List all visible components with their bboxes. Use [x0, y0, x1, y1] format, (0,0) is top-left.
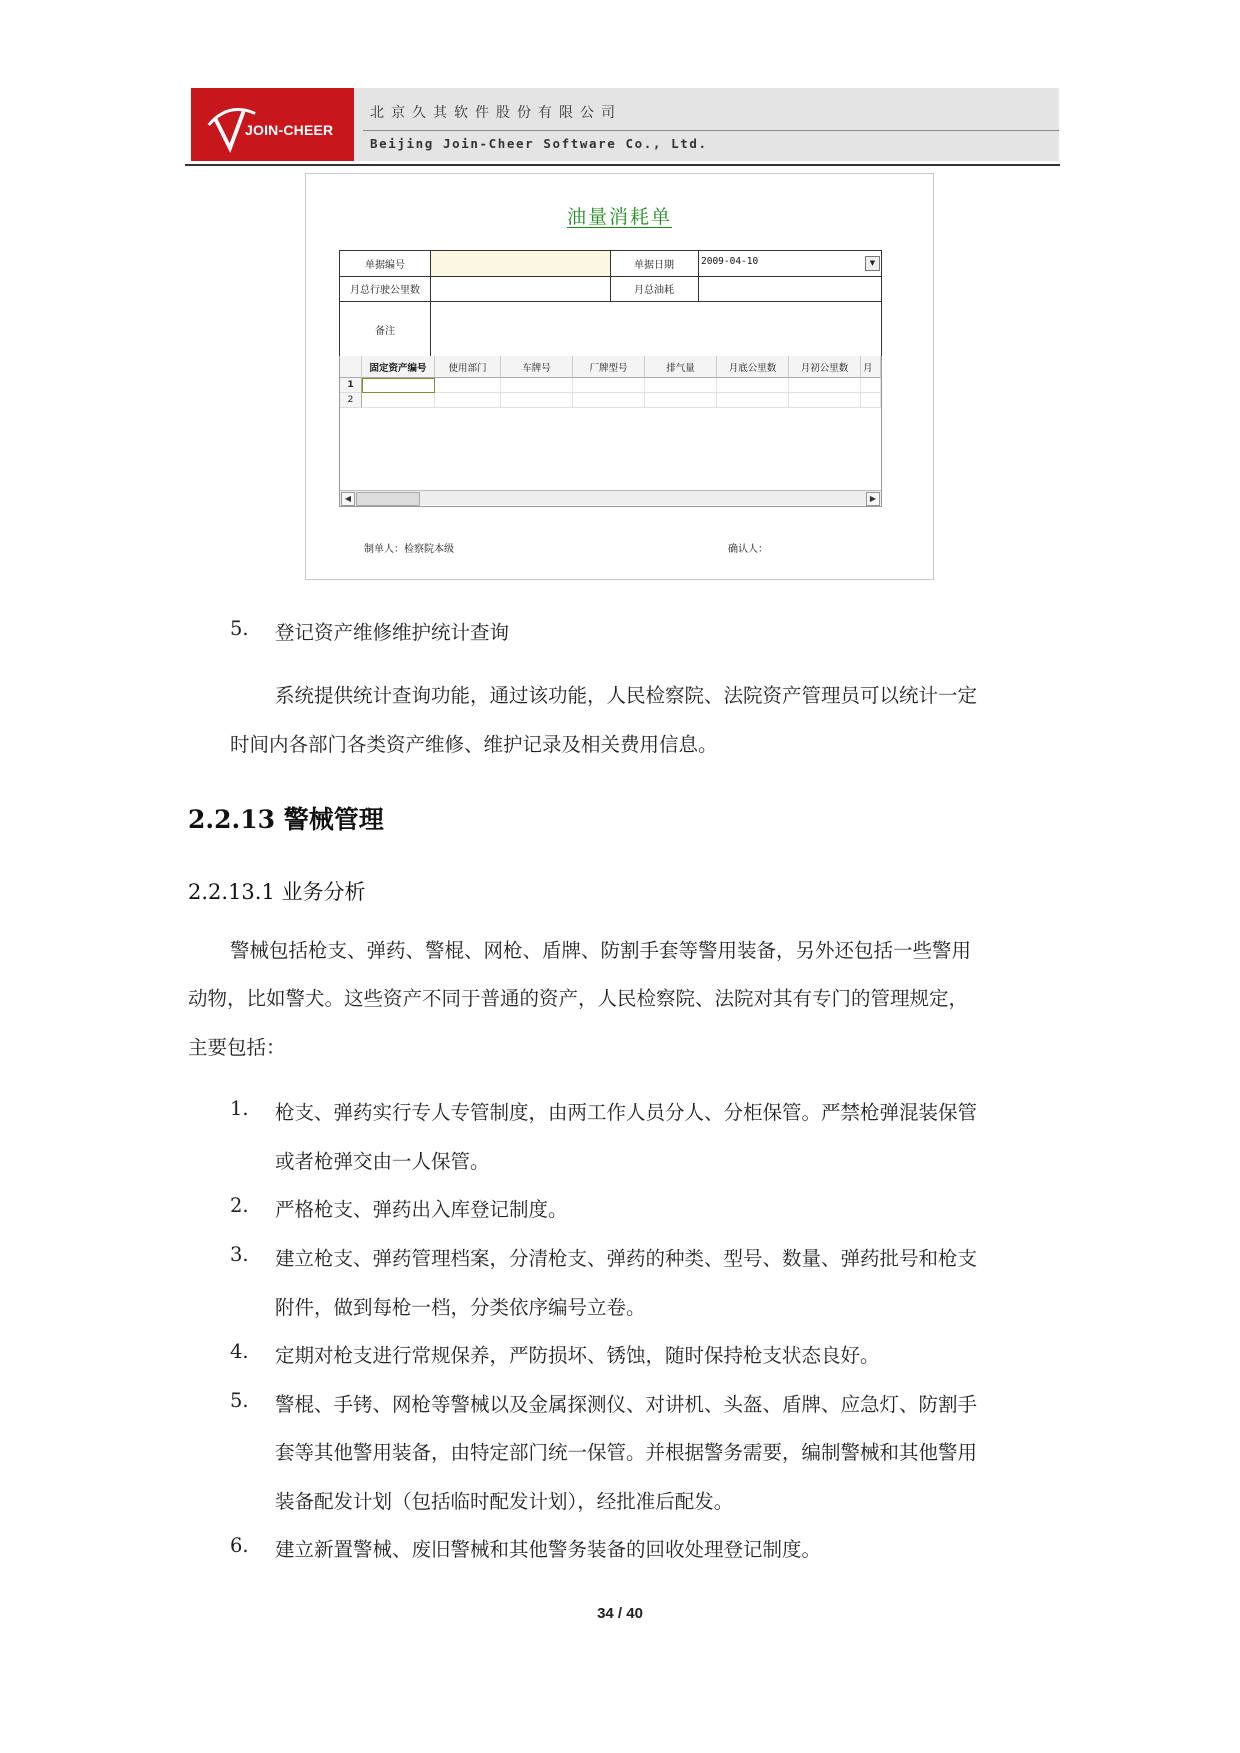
doc-date-input[interactable]: 2009-04-10	[701, 256, 759, 267]
grid-cell[interactable]	[645, 393, 717, 408]
scroll-thumb[interactable]	[356, 492, 420, 506]
grid-corner	[340, 356, 362, 378]
list-number: 6.	[230, 1534, 249, 1557]
subsection-heading: 2.2.13.1 业务分析	[188, 880, 366, 904]
logo-text: JOIN-CHEER	[245, 122, 334, 138]
grid-col-department[interactable]: 使用部门	[435, 356, 501, 378]
list-item-line: 建立新置警械、废旧警械和其他警务装备的回收处理登记制度。	[275, 1538, 822, 1561]
header-separator	[363, 130, 1059, 131]
grid-cell[interactable]	[645, 378, 717, 393]
doc-no-label: 单据编号	[365, 260, 405, 271]
grid-cell[interactable]	[573, 378, 645, 393]
grid-cell[interactable]	[789, 378, 861, 393]
grid-cell[interactable]	[717, 378, 789, 393]
list-item-line: 定期对枪支进行常规保养，严防损坏、锈蚀，随时保持枪支状态良好。	[275, 1344, 880, 1367]
list-number: 5.	[230, 1389, 249, 1412]
asset-grid	[339, 356, 882, 507]
list-item-line: 套等其他警用装备，由特定部门统一保管。并根据警务需要，编制警械和其他警用	[275, 1441, 978, 1464]
monthly-km-input[interactable]	[431, 277, 610, 301]
monthly-fuel-label: 月总油耗	[634, 285, 674, 296]
list-number: 3.	[230, 1243, 249, 1266]
fuel-consumption-form-screenshot	[305, 173, 934, 580]
grid-col-plate[interactable]: 车牌号	[501, 356, 573, 378]
form-header-table	[339, 250, 882, 358]
header-rule	[185, 164, 1060, 166]
list-item-line: 装备配发计划（包括临时配发计划），经批准后配发。	[275, 1490, 734, 1513]
grid-cell[interactable]	[435, 393, 501, 408]
grid-cell[interactable]	[861, 378, 881, 393]
horizontal-scrollbar[interactable]	[340, 490, 881, 505]
remark-input[interactable]	[431, 302, 881, 357]
date-dropdown-button[interactable]: ▼	[865, 256, 880, 271]
page-number: 34 / 40	[597, 1605, 643, 1622]
remark-label: 备注	[375, 325, 395, 337]
list-item-line: 枪支、弹药实行专人专管制度，由两工作人员分人、分柜保管。严禁枪弹混装保管	[275, 1101, 978, 1124]
monthly-fuel-input[interactable]	[699, 277, 881, 301]
list-number: 2.	[230, 1194, 249, 1217]
page-header	[191, 88, 1059, 164]
grid-col-model[interactable]: 厂牌型号	[573, 356, 645, 378]
company-name-cn: 北京久其软件股份有限公司	[370, 105, 622, 121]
list-number: 1.	[230, 1097, 249, 1120]
company-logo	[191, 88, 354, 161]
form-confirmer: 确认人：	[728, 544, 768, 555]
table-row[interactable]	[340, 393, 881, 408]
grid-cell[interactable]	[789, 393, 861, 408]
form-maker: 制单人：检察院本级	[364, 544, 454, 555]
doc-date-label: 单据日期	[634, 260, 674, 271]
grid-cell[interactable]	[861, 393, 881, 408]
list-number: 4.	[230, 1340, 249, 1363]
grid-cell[interactable]	[435, 378, 501, 393]
list-item-line: 附件，做到每枪一档，分类依序编号立卷。	[275, 1296, 646, 1319]
paragraph-line: 警械包括枪支、弹药、警棍、网枪、盾牌、防割手套等警用装备，另外还包括一些警用	[230, 939, 972, 962]
list-number: 5.	[230, 617, 249, 640]
grid-cell[interactable]	[717, 393, 789, 408]
grid-col-displacement[interactable]: 排气量	[645, 356, 717, 378]
company-name-en: Beijing Join-Cheer Software Co., Ltd.	[370, 136, 708, 151]
doc-no-input[interactable]	[431, 251, 610, 276]
grid-cell[interactable]	[501, 393, 573, 408]
grid-col-truncated[interactable]: 月	[861, 356, 881, 378]
grid-cell[interactable]	[501, 378, 573, 393]
section-heading: 2.2.13 警械管理	[188, 805, 384, 834]
grid-cell-selected[interactable]	[362, 378, 435, 393]
grid-cell[interactable]	[362, 393, 435, 408]
table-row[interactable]	[340, 378, 881, 393]
form-title: 油量消耗单	[566, 206, 672, 228]
row-number: 1	[340, 378, 362, 393]
section-item-title: 登记资产维修维护统计查询	[275, 621, 510, 644]
paragraph-line: 系统提供统计查询功能，通过该功能，人民检察院、法院资产管理员可以统计一定	[275, 684, 978, 707]
paragraph-line: 动物，比如警犬。这些资产不同于普通的资产，人民检察院、法院对其有专门的管理规定，	[188, 987, 969, 1010]
list-item-line: 严格枪支、弹药出入库登记制度。	[275, 1198, 568, 1221]
list-item-line: 警棍、手铐、网枪等警械以及金属探测仪、对讲机、头盔、盾牌、应急灯、防割手	[275, 1393, 978, 1416]
monthly-km-label: 月总行驶公里数	[350, 285, 420, 296]
scroll-right-icon[interactable]: ▶	[866, 492, 880, 506]
grid-col-asset-no[interactable]: 固定资产编号	[362, 356, 435, 378]
row-number: 2	[340, 393, 362, 408]
paragraph-line: 时间内各部门各类资产维修、维护记录及相关费用信息。	[230, 733, 718, 756]
scroll-left-icon[interactable]: ◀	[341, 492, 355, 506]
grid-col-start-km[interactable]: 月初公里数	[789, 356, 861, 378]
grid-col-end-km[interactable]: 月底公里数	[717, 356, 789, 378]
paragraph-line: 主要包括：	[188, 1036, 286, 1059]
grid-cell[interactable]	[573, 393, 645, 408]
list-item-line: 建立枪支、弹药管理档案，分清枪支、弹药的种类、型号、数量、弹药批号和枪支	[275, 1247, 978, 1270]
list-item-line: 或者枪弹交由一人保管。	[275, 1150, 490, 1173]
